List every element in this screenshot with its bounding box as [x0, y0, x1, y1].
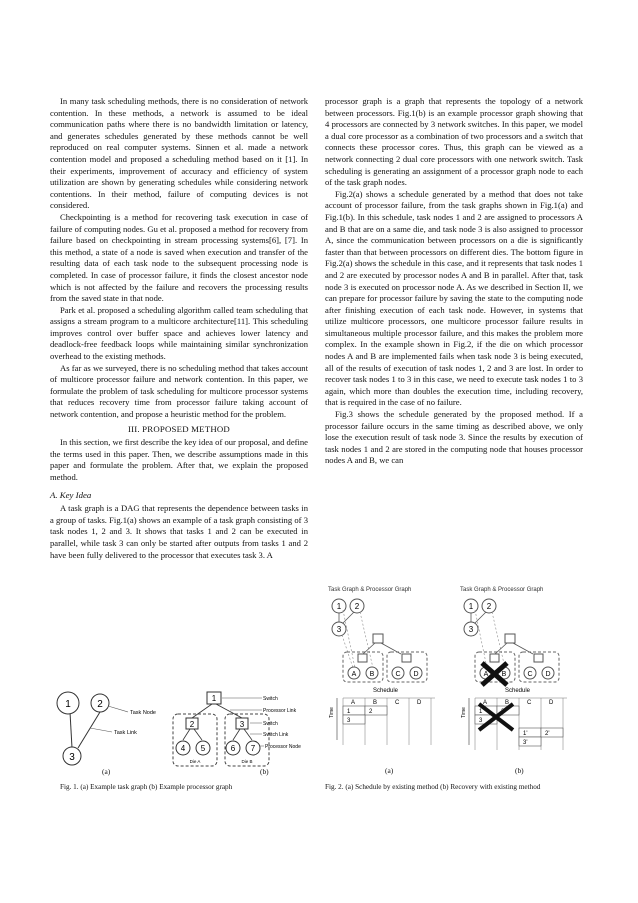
column-header: C — [395, 700, 400, 706]
figure-1-graphic — [50, 686, 308, 781]
column-header: D — [549, 700, 554, 706]
figure-label: (a) — [385, 766, 394, 775]
schedule-cell: 1 — [347, 709, 351, 715]
legend-switch-link: Switch Link — [263, 732, 289, 738]
paragraph: A task graph is a DAG that represents the dependence between tasks in a group of tasks. Fig.1(a) shows an example of a task graph consisting of 3 task nodes 1, 2 and 3. It shows that tasks 1 and 2 can be executed in parallel, while task 3 can only be started after outputs from tasks 1 and 2 have been fully delivered to the processor that executes task 3. A — [50, 503, 308, 560]
schedule-cell: 2 — [369, 709, 373, 715]
paragraph: Fig.3 shows the schedule generated by the proposed method. If a processor failure occurs in the same timing as described above, we only lose the execution result of task node 3. Since the results by execution of task nodes 1 and 2 are stored in the computing node that houses processor nodes A and B, we can — [325, 409, 583, 466]
column-header: B — [505, 700, 510, 706]
die-b-label: Die B — [241, 759, 253, 764]
schedule-title: Schedule — [505, 688, 531, 694]
panel-header: Task Graph & Processor Graph — [328, 587, 412, 593]
processor-node-label: 4 — [180, 744, 186, 753]
task-node-label: 1 — [468, 602, 474, 611]
switch-label: 3 — [239, 720, 245, 729]
paragraph: Park et al. proposed a scheduling algorithm called team scheduling that assigns a stream program to a multicore architecture[11]. This scheduling improves control over buffer space and achieves lower latency and deadlock-free feedback loops while maintaining similar synchronization overhead to the existing methods. — [50, 304, 308, 362]
paragraph: Checkpointing is a method for recovering task execution in case of failure of computing nodes. Gu et al. proposed a method for recovery from failure based on checkpointing in stream processing systems[6], [7]. In this method, a state of a node is saved when execution and transfer of the resulting data of each task node to the subsequent processing node is completed. In case of processor failure, it finds the closest ancestor node which is not affected by the failure and recovers the processing results from the saved state in that node. — [50, 211, 308, 304]
figure-2-graphic — [325, 580, 583, 770]
task-node-label: 3 — [69, 752, 75, 763]
processor-node-label: A — [351, 671, 357, 678]
time-label: Time — [461, 707, 467, 718]
legend-processor-node: Processor Node — [265, 744, 301, 750]
processor-node-label: D — [413, 671, 419, 678]
schedule-cell: 3 — [479, 718, 483, 724]
paragraph: As far as we surveyed, there is no scheduling method that takes account of multicore processor failure and network contention. In this paper, we formulate the problem of task scheduling for multicore processor systems that reduces recovery time from processor failure taking account of network contention, and propose a heuristic method for the problem. — [50, 362, 308, 420]
switch-label: 2 — [189, 720, 195, 729]
task-node-label: 2 — [354, 602, 360, 611]
legend-task-node: Task Node — [130, 710, 156, 716]
processor-node-label: 6 — [230, 744, 236, 753]
task-node-label: 3 — [336, 625, 342, 634]
legend-switch: Switch — [263, 696, 278, 702]
time-label: Time — [329, 707, 335, 718]
task-node-label: 3 — [468, 625, 474, 634]
processor-node-label: 5 — [200, 744, 206, 753]
legend-switch: Switch — [263, 721, 278, 727]
processor-node-label: C — [527, 671, 533, 678]
fig2-panel-a — [328, 587, 435, 745]
processor-node-label: D — [545, 671, 551, 678]
task-node-label: 2 — [486, 602, 492, 611]
schedule-cell: 1 — [479, 709, 483, 715]
figure-label: (b) — [260, 767, 269, 776]
schedule-title: Schedule — [373, 688, 399, 694]
subsection-title: A. Key Idea — [50, 489, 92, 500]
task-node-label: 1 — [336, 602, 342, 611]
column-header: A — [483, 700, 488, 706]
processor-node-label: A — [483, 671, 489, 678]
column-header: C — [527, 700, 532, 706]
paragraph: processor graph is a graph that represents the topology of a network between processors. Fig.1(b) is an example processor graph showing that 4 processors are connected by 3 network switches. In this paper, we model a dual core processor as a combination of two processors and a switch that connects these processor cores. Thus, this graph can be viewed as a network connecting 2 dual core processors with one network switch. Task scheduling is generating an assignment of a processor graph node to each of the task graph nodes. — [325, 96, 583, 188]
figure-label: (a) — [102, 767, 111, 776]
processor-node-label: 7 — [250, 744, 256, 753]
schedule-cell: 3 — [347, 718, 351, 724]
processor-node-label: C — [395, 671, 401, 678]
figure-2 — [325, 580, 583, 780]
processor-node-label: B — [501, 671, 507, 678]
left-column — [50, 96, 308, 561]
paragraph: Fig.2(a) shows a schedule generated by a method that does not take account of processor failure, from the task graphs shown in Fig.1(a) and Fig.1(b). In this schedule, task nodes 1 and 2 are assigned to processors A and B that are on a same die, and task node 3 is also assigned to processor A, since the communication between processors on a die is significantly faster than that between processors on different dies. The bottom figure in Fig.2(a) shows the schedule in this case, and it represents that task nodes 1 and 2 are executed by processor nodes A and B in parallel. After that, task node 3 is executed on processor node A. As we described in Section II, we can prepare for processor failure by saving the state to the computing node after finishing execution of each task node. However, in systems that utilize multicore processors, one multicore processor failure results in simultaneous multiple processor failure, and this makes the problem more complex. In the example shown in Fig.2, if the die on which processor nodes A and B are implemented fails when task node 3 is being executed, all of the results of execution of task nodes 1, 2 and 3 are lost. In order to recover task nodes 1 to 3 in this case, we need to execute task nodes 1 to 3 again, which more than doubles the execution time, including recovery, that is required in the case of no failure. — [325, 188, 583, 408]
task-node-label: 1 — [65, 699, 71, 710]
column-header: B — [373, 700, 378, 706]
task-graph — [57, 692, 156, 765]
die-a-label: Die A — [189, 759, 201, 764]
legend-task-link: Task Link — [114, 730, 137, 736]
figure-1-caption: Fig. 1. (a) Example task graph (b) Example processor graph — [60, 783, 233, 791]
figure-label: (b) — [515, 766, 524, 775]
task-node-label: 2 — [97, 699, 103, 710]
figure-2-caption: Fig. 2. (a) Schedule by existing method (b) Recovery with existing method — [325, 783, 541, 791]
schedule-cell: 3' — [523, 740, 528, 746]
section-title: III. PROPOSED METHOD — [128, 423, 230, 434]
switch-label: 1 — [211, 694, 217, 703]
legend-processor-link: Processor Link — [263, 708, 297, 714]
column-header: D — [417, 700, 422, 706]
schedule-cell: 2' — [545, 731, 550, 737]
paragraph: In this section, we first describe the key idea of our proposal, and define the terms used in this paper. Then, we describe assumptions made in this paper and formulate the problem. After that, we explain the proposed method. — [50, 437, 308, 482]
paragraph: In many task scheduling methods, there is no consideration of network contention. In these methods, a network is assumed to be ideal communication paths where there is no bandwidth limitation or latency, and generates schedules generated by these methods cannot be well reproduced on real computer systems. Sinnen et al. made a network contention model and proposed a scheduling method based on it [1]. In their experiments, improvement of accuracy and efficiency of system utilization are shown by generating schedules while considering network contentions. In their method, failure of computing devices is not considered. — [50, 96, 308, 211]
panel-header: Task Graph & Processor Graph — [460, 587, 544, 593]
processor-node-label: B — [369, 671, 375, 678]
column-header: A — [351, 700, 356, 706]
right-column — [325, 96, 583, 467]
fig2-panel-b — [460, 587, 567, 750]
schedule-cell: 1' — [523, 731, 528, 737]
processor-graph — [173, 692, 301, 766]
